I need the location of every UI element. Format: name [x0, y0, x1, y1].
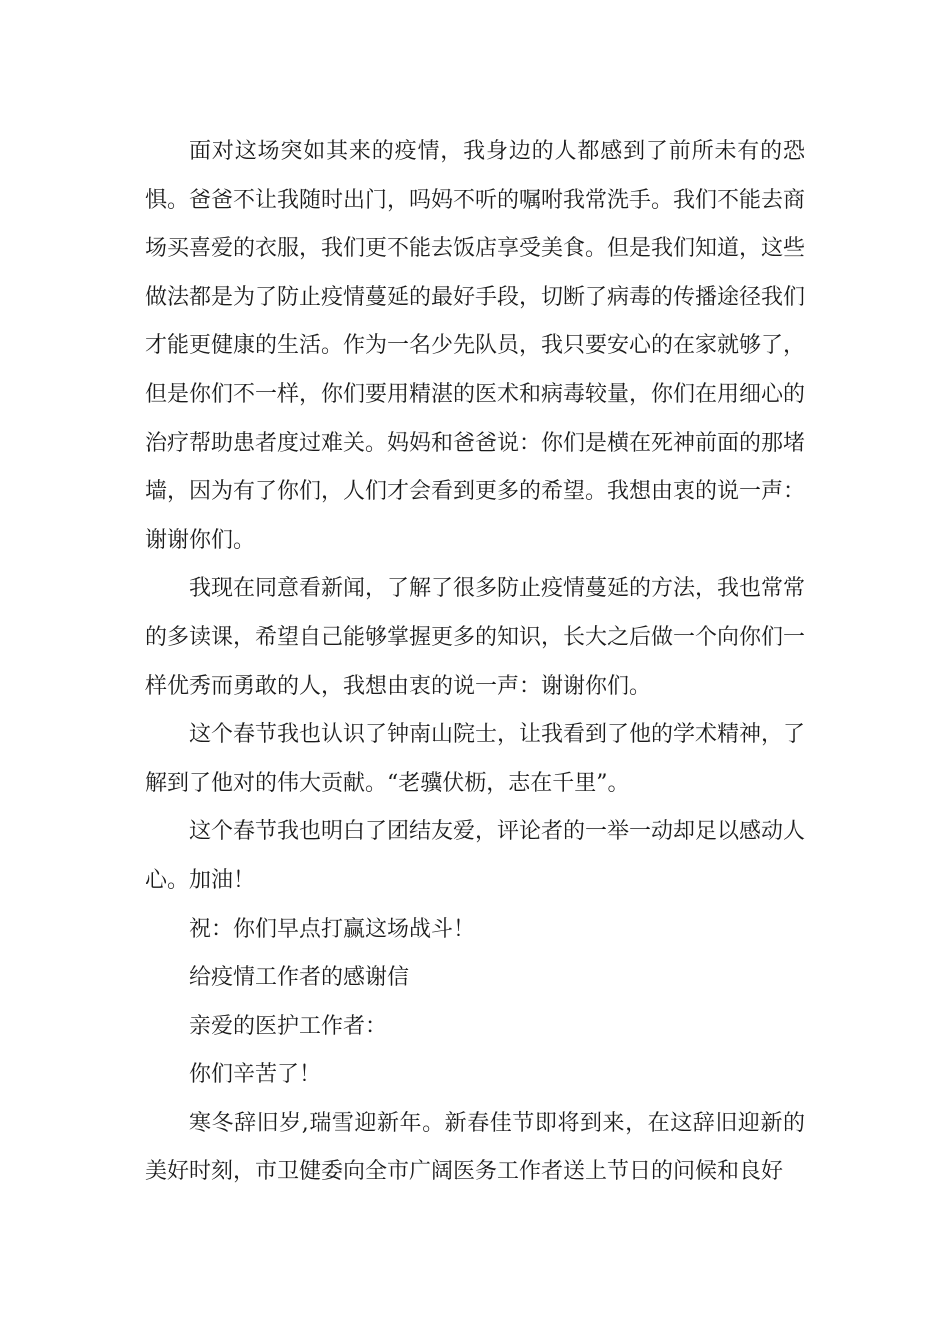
paragraph-2: 我现在同意看新闻，了解了很多防止疫情蔓延的方法，我也常常的多读课，希望自己能够掌握更多的知识，长大之后做一个向你们一样优秀而勇敢的人，我想由衷的说一声：谢谢你们。 — [145, 576, 806, 699]
letter-body-paragraph: 寒冬辞旧岁,瑞雪迎新年。新春佳节即将到来，在这辞旧迎新的美好时刻，市卫健委向全市广阔医务工作者送上节日的问候和良好 — [145, 1110, 805, 1185]
letter-salutation: 亲爱的医护工作者： — [189, 1013, 388, 1039]
paragraph-1: 面对这场突如其来的疫情，我身边的人都感到了前所未有的恐惧。爸爸不让我随时出门，吗妈不听的嘱咐我常洗手。我们不能去商场买喜爱的衣服，我们更不能去饭店享受美食。但是我们知道，这些做法都是为了防止疫情蔓延的最好手段，切断了病毒的传播途径我们才能更健康的生活。作为一名少先队员，我只要安心的在家就够了，但是你们不一样，你们要用精湛的医术和病毒较量，你们在用细心的治疗帮助患者度过难关。妈妈和爸爸说：你们是横在死神前面的那堵墙，因为有了你们，人们才会看到更多的希望。我想由衷的说一声：谢谢你们。 — [145, 139, 806, 553]
letter-title: 给疫情工作者的感谢信 — [189, 965, 410, 991]
paragraph-5: 祝：你们早点打赢这场战斗！ — [189, 916, 476, 942]
paragraph-4: 这个春节我也明白了团结友爱，评论者的一举一动却足以感动人心。加油！ — [145, 819, 806, 893]
letter-greeting: 你们辛苦了！ — [189, 1062, 322, 1088]
document-page — [145, 128, 805, 1197]
paragraph-3: 这个春节我也认识了钟南山院士，让我看到了他的学术精神，了解到了他对的伟大贡献。“老骥伏枥，志在千里”。 — [145, 722, 806, 796]
